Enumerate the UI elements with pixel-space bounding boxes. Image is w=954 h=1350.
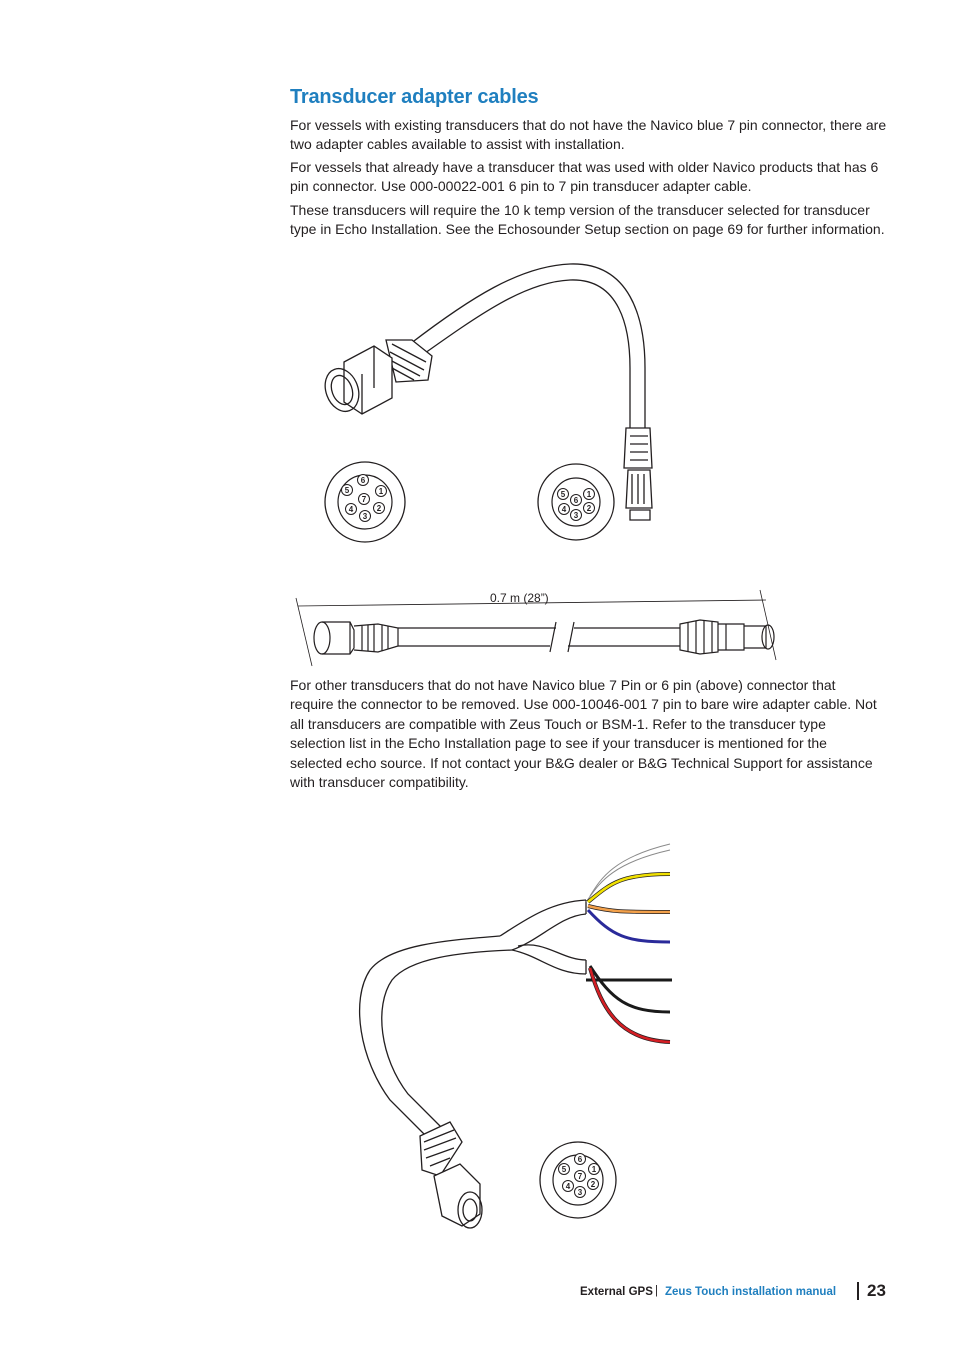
adapter-cable-figure (300, 258, 700, 548)
connector-face (540, 1142, 616, 1218)
pin-label: 3 (577, 1188, 583, 1197)
cable-length-label: 0.7 m (28”) (490, 591, 549, 605)
page-number: 23 (867, 1281, 886, 1300)
pin-label: 4 (348, 505, 354, 514)
pin-label: 4 (561, 505, 567, 514)
pin-label: 1 (586, 490, 592, 499)
pin-label: 5 (344, 486, 350, 495)
page-title: Transducer adapter cables (290, 86, 539, 108)
paragraph-bare-wire: For other transducers that do not have Navico blue 7 Pin or 6 pin (above) connector that require the connector to be removed. Use 000-10046-001 7 pin to bare wire adapter cable. Not all transducers are compatible with Zeus Touch or BSM-1. Refer to the transducer type selection list in the Echo Installation page to see if your transducer is mentioned for the selected echo source. If not contact your B&G dealer or B&G Technical Support for assistance with transducer compatibility. (290, 677, 877, 791)
bare-wire-cable-illustration (350, 840, 680, 1235)
pin-label: 6 (577, 1155, 583, 1164)
pin-label: 2 (590, 1180, 596, 1189)
pin-label: 1 (591, 1165, 597, 1174)
cable-length-figure (288, 586, 788, 672)
pin-label: 6 (360, 476, 366, 485)
footer-separator: | (655, 1285, 658, 1297)
adapter-cable-illustration (300, 258, 700, 548)
connector-left-face (325, 462, 405, 542)
pin-label: 4 (565, 1182, 571, 1191)
pin-label: 3 (362, 512, 368, 521)
paragraph-6pin: For vessels that already have a transducer that was used with older Navico products that has 6 pin connector. Use 000-00022-001 6 pin to 7 pin transducer adapter cable. (290, 159, 879, 195)
pin-label: 2 (586, 504, 592, 513)
pin-label: 1 (378, 487, 384, 496)
paragraph-temp: These transducers will require the 10 k temp version of the transducer selected for transducer type in Echo Installation. See the Echosounder Setup section on page 69 for further information. (290, 202, 885, 238)
bare-wire-cable-figure (350, 840, 680, 1235)
pin-label: 5 (560, 490, 566, 499)
wire-yellow (588, 874, 670, 902)
pin-label: 2 (376, 504, 382, 513)
pin-label: 5 (561, 1165, 567, 1174)
pin-label: 3 (573, 511, 579, 520)
pin-label: 7 (361, 495, 367, 504)
footer-section: External GPS (580, 1286, 653, 1298)
footer-manual-title: Zeus Touch installation manual (665, 1286, 837, 1298)
pin-label: 7 (577, 1172, 583, 1181)
page-footer (0, 1281, 954, 1304)
cable-length-illustration (288, 586, 788, 672)
wire-black (590, 966, 670, 1012)
wire-blue (588, 910, 670, 942)
pin-label: 6 (573, 496, 579, 505)
footer-divider (857, 1282, 859, 1300)
paragraph-intro: For vessels with existing transducers that do not have the Navico blue 7 pin connector, there are two adapter cables available to assist with installation. (290, 117, 887, 153)
connector-right-face (538, 464, 614, 540)
